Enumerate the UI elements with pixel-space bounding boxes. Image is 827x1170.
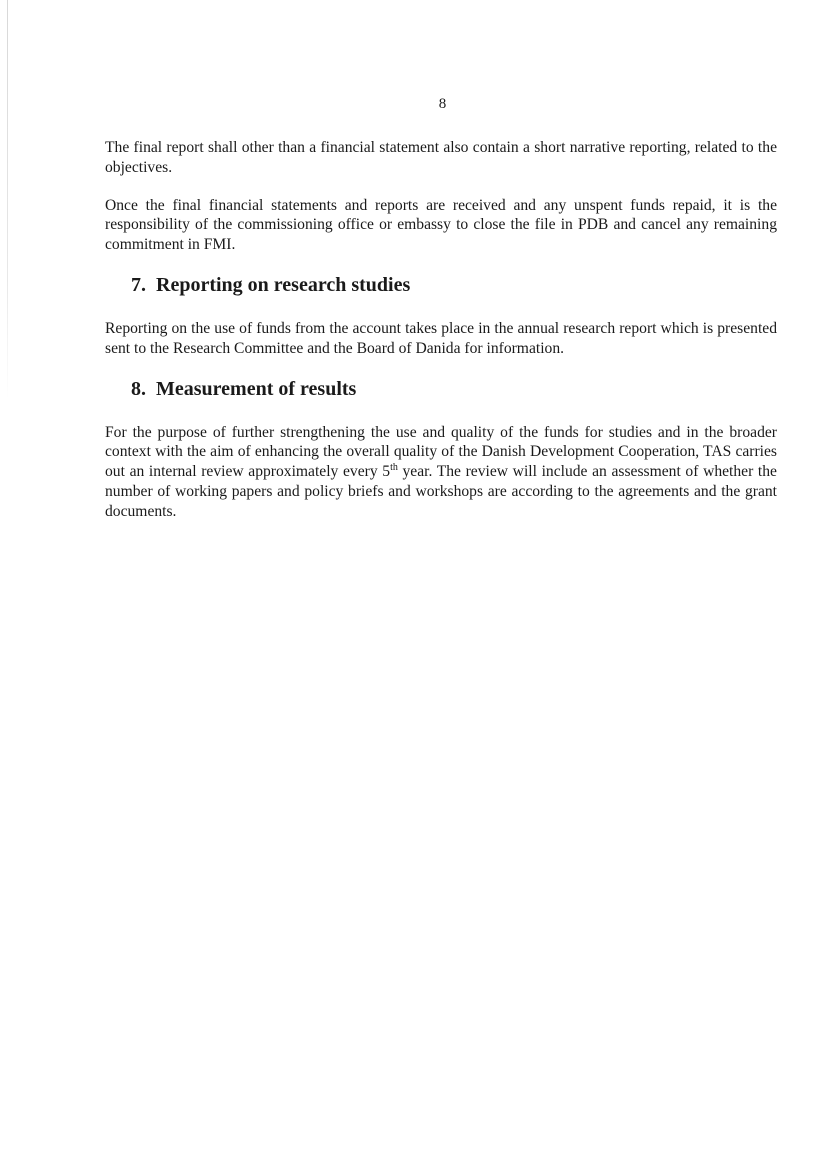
section-8-number: 8. <box>131 377 146 400</box>
section-8-title: Measurement of results <box>156 377 357 400</box>
paragraph-closing-file: Once the final financial statements and reports are received and any unspent funds repaid, it is the responsibility of the commissioning office or embassy to close the file in PDB and cancel any remaining commitment in FMI. <box>105 196 777 254</box>
section-7-heading <box>131 273 777 297</box>
section-7-number: 7. <box>131 273 146 296</box>
scan-edge-line <box>7 0 8 400</box>
ordinal-superscript: th <box>390 461 398 473</box>
page-number: 8 <box>438 96 447 112</box>
section-8-body-start: For the purpose of further strengthening the use and quality of the funds for studies and in the broader context with the aim of enhancing the overall quality of the Danish Development Cooperation, TAS carries out an internal review approximately every 5 <box>105 423 777 481</box>
paragraph-final-report: The final report shall other than a financial statement also contain a short narrative reporting, related to the objectives. <box>105 139 777 176</box>
section-8-body <box>105 423 777 522</box>
section-8-heading <box>131 377 777 401</box>
section-8-body-end: year. The review will include an assessment of whether the number of working papers and policy briefs and workshops are according to the agreements and the grant documents. <box>105 463 777 520</box>
section-7-title: Reporting on research studies <box>156 273 411 296</box>
document-body <box>105 138 777 540</box>
section-7-body: Reporting on the use of funds from the account takes place in the annual research report which is presented sent to the Research Committee and the Board of Danida for information. <box>105 319 777 357</box>
